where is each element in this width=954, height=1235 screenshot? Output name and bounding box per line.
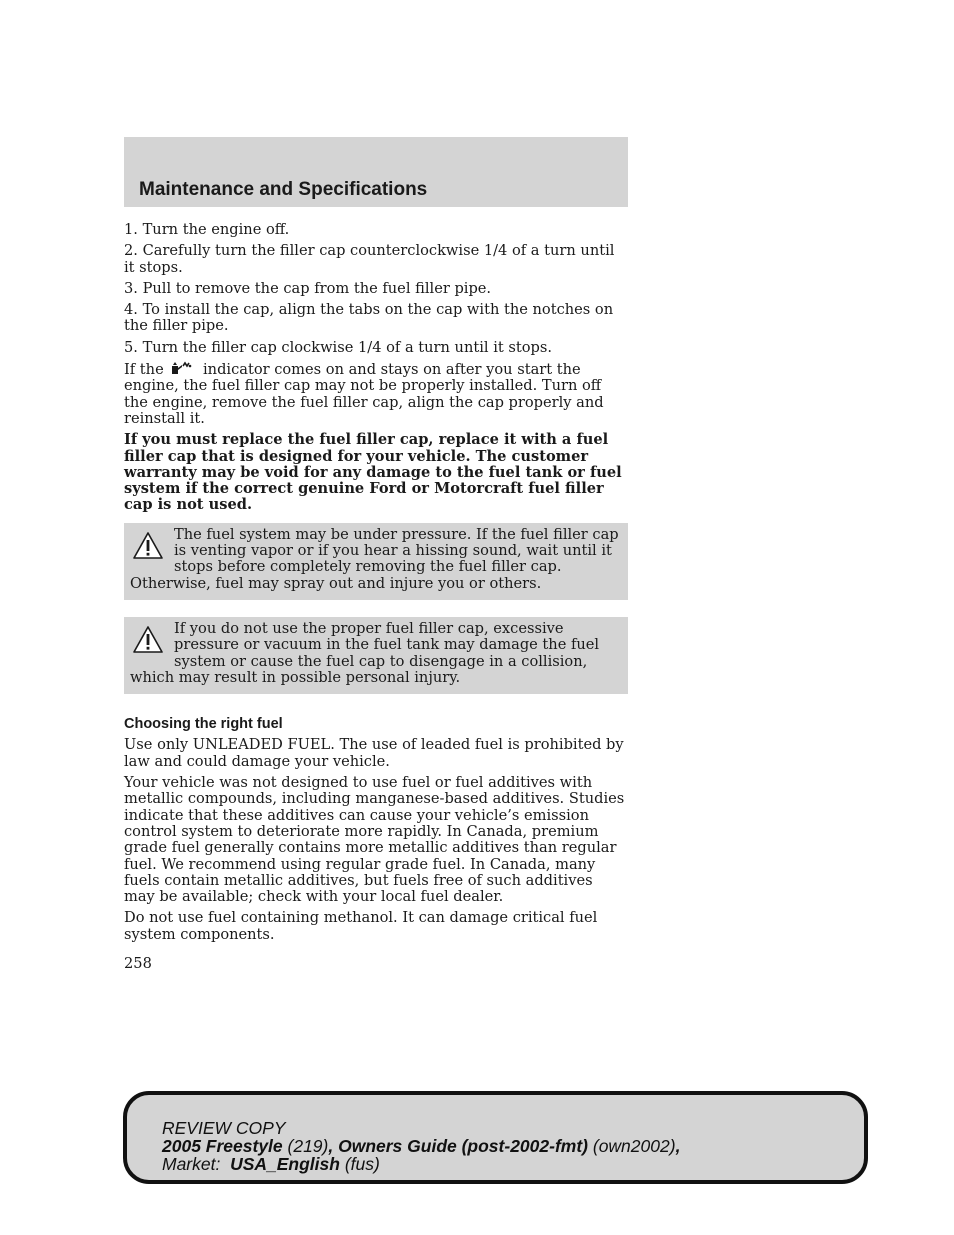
footer-guide-code: (own2002) — [588, 1136, 676, 1156]
step-5: 5. Turn the filler cap clockwise 1/4 of a turn until it stops. — [124, 338, 552, 356]
page-number: 258 — [124, 954, 152, 972]
indicator-text-after: indicator comes on and stays on after you start the engine, the fuel filler cap may not be properly installed. Turn off the engine, remove the fuel filler cap, align the cap properly and reinstall it. — [124, 361, 604, 427]
page-content — [124, 222, 628, 972]
warning-text-pressure: The fuel system may be under pressure. If the fuel filler cap is venting vapor or if you hear a hissing sound, wait until it stops before completely removing the fuel filler cap. Otherwise, fuel may spray out and injure you or others. — [130, 525, 619, 592]
step-3: 3. Pull to remove the cap from the fuel filler pipe. — [124, 279, 492, 297]
section-heading-fuel: Choosing the right fuel — [124, 716, 283, 733]
step-4: 4. To install the cap, align the tabs on the cap with the notches on the filler pipe. — [124, 301, 614, 335]
warning-triangle-icon — [132, 625, 164, 655]
fuel-paragraph-1: Use only UNLEADED FUEL. The use of leaded fuel is prohibited by law and could damage your vehicle. — [124, 736, 624, 770]
footer-market-label: Market: — [162, 1154, 231, 1174]
footer-model: 2005 Freestyle — [162, 1136, 283, 1156]
footer-text — [162, 1119, 680, 1173]
replacement-notice: If you must replace the fuel filler cap, replace it with a fuel filler cap that is designed for your vehicle. The customer warranty may be void for any damage to the fuel tank or fuel system if the correct genuine Ford or Motorcraft fuel filler cap is not used. — [124, 431, 622, 514]
footer-market: USA_English — [230, 1154, 340, 1174]
fuel-paragraph-2: Your vehicle was not designed to use fuel or fuel additives with metallic compounds, including manganese-based additives. Studies indicate that these additives can cause your vehicle’s emission control system to deteriorate more rapidly. In Canada, premium grade fuel generally contains more metallic additives than regular fuel. We recommend using regular grade fuel. In Canada, many fuels contain metallic additives, but fuels free of such additives may be available; check with your local fuel dealer. — [124, 774, 625, 906]
footer-line-guide — [162, 1137, 680, 1155]
warning-text-cap: If you do not use the proper fuel filler cap, excessive pressure or vacuum in the fuel tank may damage the fuel system or cause the fuel cap to disengage in a collision, which may result in possible personal injury. — [130, 619, 600, 686]
section-header-band — [124, 137, 628, 207]
footer-model-code: (219) — [282, 1136, 329, 1156]
footer-line-market — [162, 1155, 680, 1173]
warning-box-cap — [124, 617, 628, 694]
footer-review-label: REVIEW COPY — [162, 1118, 286, 1138]
fuel-cap-indicator-icon — [170, 361, 192, 375]
indicator-paragraph — [124, 361, 628, 427]
warning-box-pressure — [124, 523, 628, 600]
step-1: 1. Turn the engine off. — [124, 221, 290, 238]
fuel-paragraph-3: Do not use fuel containing methanol. It can damage critical fuel system components. — [124, 909, 598, 943]
footer-comma: , — [675, 1136, 681, 1156]
step-2: 2. Carefully turn the filler cap counterclockwise 1/4 of a turn until it stops. — [124, 242, 615, 276]
indicator-text-before: If the — [124, 361, 164, 379]
footer-market-code: (fus) — [339, 1154, 380, 1174]
section-title: Maintenance and Specifications — [139, 179, 428, 200]
footer-guide: , Owners Guide (post-2002-fmt) — [328, 1136, 588, 1156]
warning-triangle-icon — [132, 531, 164, 561]
review-footer — [123, 1091, 868, 1184]
